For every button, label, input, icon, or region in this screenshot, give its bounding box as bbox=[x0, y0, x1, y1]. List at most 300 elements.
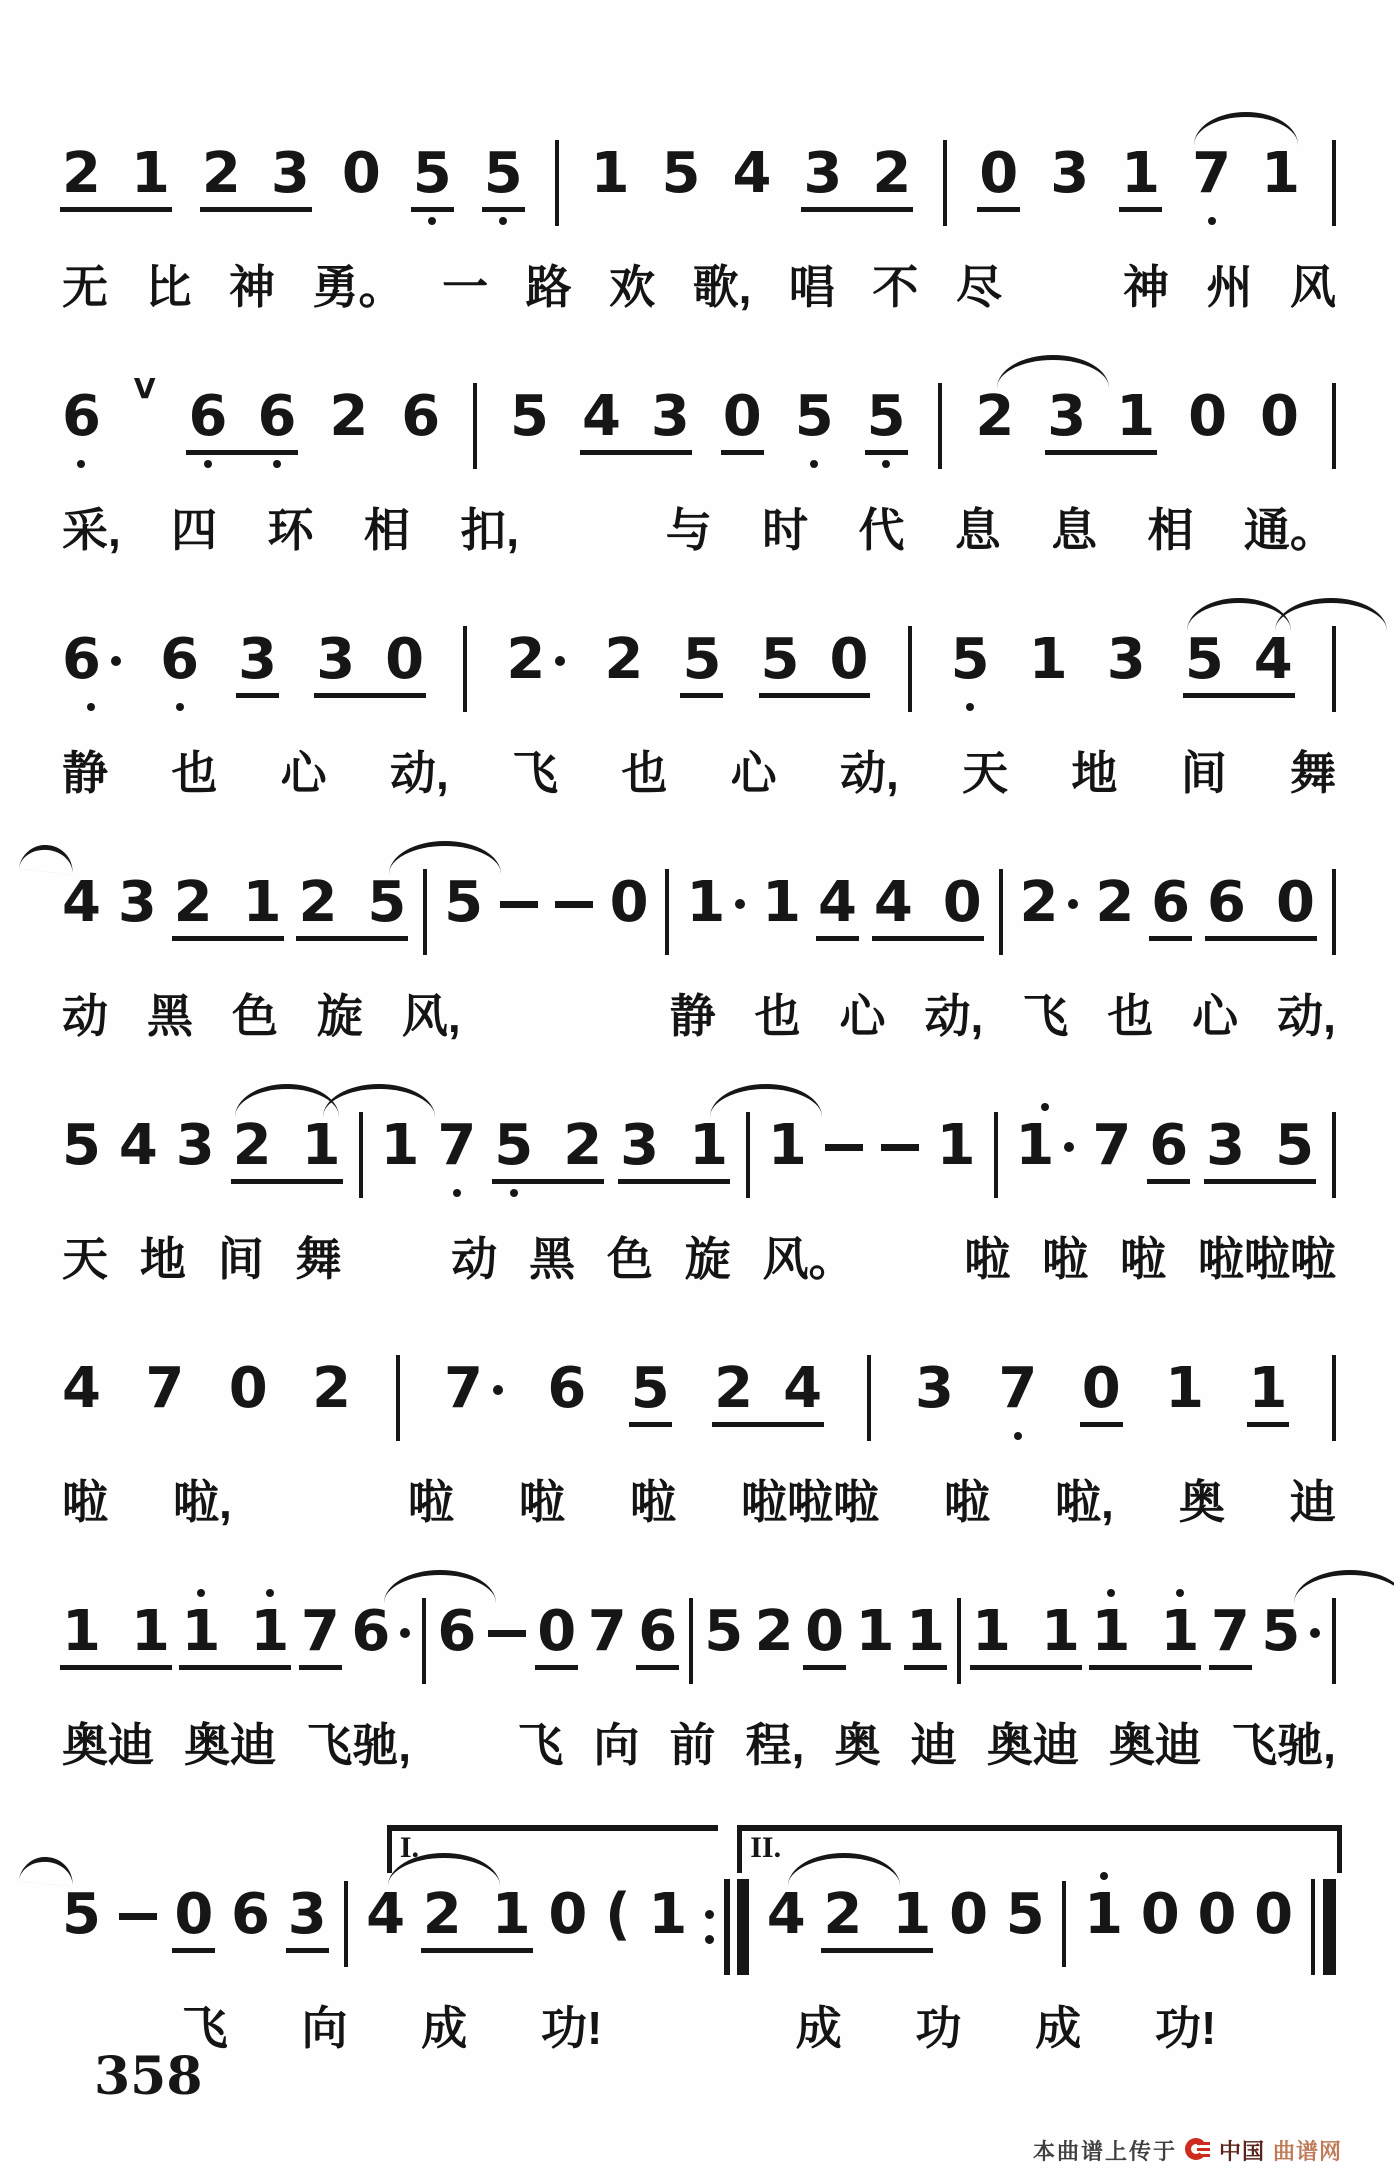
note-digit: 1 bbox=[648, 1882, 688, 1947]
barline bbox=[994, 1112, 998, 1198]
note bbox=[866, 384, 906, 449]
note-digit: 0 bbox=[722, 384, 762, 449]
augmentation-dot bbox=[1064, 1142, 1074, 1152]
lyric-syllable: 色 bbox=[606, 1233, 653, 1285]
note-digit: 5 bbox=[661, 141, 701, 206]
lyric-syllable: 四 bbox=[171, 504, 218, 556]
lyric-syllable: 州 bbox=[1206, 261, 1253, 313]
note bbox=[422, 1882, 462, 1947]
lyrics-row bbox=[62, 748, 1336, 799]
watermark bbox=[1033, 2135, 1342, 2166]
note-digit: 5 bbox=[866, 384, 906, 449]
note bbox=[62, 1599, 101, 1664]
lyric-syllable: 啦 bbox=[518, 1476, 565, 1528]
note bbox=[298, 870, 338, 935]
dash-note bbox=[555, 875, 593, 908]
note-group bbox=[201, 141, 310, 206]
note-group bbox=[173, 870, 282, 935]
barline bbox=[422, 1598, 426, 1684]
note-group bbox=[188, 384, 297, 449]
note-digit: 7 bbox=[998, 1356, 1038, 1421]
octave-dot-above bbox=[266, 1589, 274, 1597]
note-digit: 2 bbox=[232, 1113, 272, 1178]
lyric-syllable: 旋 bbox=[684, 1233, 731, 1285]
note bbox=[714, 1356, 754, 1421]
note bbox=[587, 1599, 627, 1664]
lyric-syllable: 勇。 bbox=[312, 261, 405, 313]
note-digit: 0 bbox=[1081, 1356, 1121, 1421]
barline bbox=[396, 1355, 400, 1441]
octave-dot-below bbox=[882, 460, 890, 468]
repeat-barline-thick bbox=[737, 1879, 749, 1975]
note bbox=[201, 141, 241, 206]
note bbox=[1047, 384, 1087, 449]
dash-glyph bbox=[488, 1630, 526, 1637]
lyric-syllable: 不 bbox=[872, 261, 919, 313]
note-digit: 5 bbox=[444, 870, 484, 935]
dash-note bbox=[488, 1604, 526, 1637]
note-digit: 3 bbox=[270, 141, 310, 206]
note-digit: 2 bbox=[604, 627, 644, 692]
note bbox=[257, 384, 297, 449]
note bbox=[1254, 1882, 1294, 1947]
note bbox=[630, 1356, 670, 1421]
note-digit: 5 bbox=[412, 141, 452, 206]
lyric-syllable: 比 bbox=[145, 261, 192, 313]
lyric-syllable: 间 bbox=[217, 1233, 264, 1285]
note-digit: 6 bbox=[231, 1882, 271, 1947]
note-digit: 5 bbox=[1275, 1113, 1315, 1178]
note-digit: 6 bbox=[62, 384, 101, 449]
lyric-syllable: 欢 bbox=[609, 261, 656, 313]
note bbox=[174, 1882, 214, 1947]
lyric-syllable: 与 bbox=[665, 504, 712, 556]
note bbox=[783, 1356, 823, 1421]
note-digit: 0 bbox=[805, 1599, 845, 1664]
lyrics-row bbox=[62, 505, 1336, 556]
lyric-syllable: 通。 bbox=[1243, 504, 1336, 556]
octave-dot-below bbox=[453, 1189, 461, 1197]
note-digit: 5 bbox=[483, 141, 523, 206]
note-digit: 3 bbox=[1047, 384, 1087, 449]
lyric-syllable: 啦 bbox=[1119, 1233, 1166, 1285]
site-logo-icon bbox=[1185, 2138, 1211, 2164]
lyric-syllable: 动, bbox=[1277, 990, 1336, 1042]
note bbox=[301, 1113, 341, 1178]
lyric-syllable: 向 bbox=[593, 1719, 640, 1771]
lyric-syllable: 成 bbox=[1035, 2002, 1082, 2054]
note-digit: 4 bbox=[783, 1356, 823, 1421]
lyrics-row bbox=[62, 991, 1336, 1042]
octave-dot-below bbox=[176, 703, 184, 711]
note bbox=[238, 627, 278, 692]
note bbox=[231, 1882, 271, 1947]
note-digit: 1 bbox=[380, 1113, 420, 1178]
note bbox=[1095, 870, 1135, 935]
note-group bbox=[1192, 141, 1301, 206]
lyric-syllable: 舞 bbox=[1290, 747, 1336, 799]
octave-dot-below bbox=[87, 703, 95, 711]
lyric-syllable: 功! bbox=[1154, 2002, 1217, 2054]
note-digit: 3 bbox=[316, 627, 356, 692]
note bbox=[766, 1882, 806, 1947]
note bbox=[855, 1599, 895, 1664]
lyric-syllable: 功 bbox=[915, 2002, 962, 2054]
note-digit: 1 bbox=[301, 1113, 341, 1178]
final-barline-thick bbox=[1323, 1879, 1336, 1975]
note bbox=[762, 870, 802, 935]
barline bbox=[359, 1112, 363, 1198]
note bbox=[1121, 141, 1161, 206]
note-digit: 7 bbox=[1092, 1113, 1132, 1178]
note-digit: 6 bbox=[638, 1599, 678, 1664]
note-digit: 6 bbox=[1149, 1113, 1189, 1178]
note-digit: 4 bbox=[732, 141, 772, 206]
lyric-syllable: 啦 bbox=[629, 1476, 676, 1528]
lyric-syllable: 动, bbox=[839, 747, 899, 799]
note-digit: 4 bbox=[62, 870, 101, 935]
watermark-site-name: 中国 bbox=[1218, 2139, 1265, 2164]
barline bbox=[689, 1598, 693, 1684]
barline bbox=[938, 383, 942, 469]
lyric-syllable: 飞驰, bbox=[1231, 1719, 1336, 1771]
lyric-syllable: 啦 bbox=[407, 1476, 454, 1528]
lyric-syllable: 舞 bbox=[295, 1233, 342, 1285]
note-digit: 2 bbox=[823, 1882, 863, 1947]
note-digit: 0 bbox=[1275, 870, 1315, 935]
note bbox=[760, 627, 800, 692]
note bbox=[682, 627, 722, 692]
note bbox=[1206, 870, 1246, 935]
note-digit: 6 bbox=[1206, 870, 1246, 935]
note bbox=[506, 627, 565, 692]
note bbox=[1165, 1356, 1205, 1421]
lyric-syllable: 黑 bbox=[146, 990, 193, 1042]
note bbox=[312, 1356, 352, 1421]
note-digit: 1 bbox=[1015, 1113, 1055, 1178]
note bbox=[1197, 1882, 1237, 1947]
note bbox=[1261, 141, 1301, 206]
lyric-syllable: 也 bbox=[754, 990, 801, 1042]
lyric-syllable: 啦 bbox=[944, 1476, 990, 1528]
note-digit: ( bbox=[605, 1882, 631, 1947]
lyric-syllable: 成 bbox=[421, 2002, 468, 2054]
system-3 bbox=[62, 604, 1336, 847]
dash-glyph bbox=[500, 901, 538, 908]
note bbox=[1041, 1599, 1080, 1664]
note-digit: V bbox=[133, 372, 156, 405]
note bbox=[1260, 384, 1299, 449]
note bbox=[62, 1882, 101, 1947]
lyric-syllable: 心 bbox=[839, 990, 886, 1042]
note-digit: 1 bbox=[686, 870, 726, 935]
lyric-syllable: 风 bbox=[1290, 261, 1336, 313]
note-digit: 0 bbox=[609, 870, 649, 935]
note-digit: 1 bbox=[1041, 1599, 1080, 1664]
barline bbox=[943, 140, 947, 226]
note bbox=[1206, 1113, 1246, 1178]
note bbox=[62, 1356, 101, 1421]
note bbox=[1160, 1599, 1200, 1664]
note bbox=[1005, 1882, 1045, 1947]
barline bbox=[1062, 1881, 1066, 1967]
note-digit: 6 bbox=[257, 384, 297, 449]
barline bbox=[423, 869, 427, 955]
note bbox=[794, 384, 834, 449]
note bbox=[818, 870, 857, 935]
note-digit: 0 bbox=[537, 1599, 577, 1664]
volta-bracket-2 bbox=[737, 1825, 1342, 1873]
lyric-syllable: 唱 bbox=[788, 261, 835, 313]
note-digit: 3 bbox=[1050, 141, 1090, 206]
octave-dot-above bbox=[1100, 1872, 1108, 1880]
note bbox=[412, 141, 452, 206]
note bbox=[767, 1113, 807, 1178]
volta-label-1: I. bbox=[399, 1831, 420, 1864]
lyric-syllable: 静 bbox=[62, 747, 108, 799]
note bbox=[648, 1882, 688, 1947]
barline bbox=[957, 1598, 961, 1684]
lyric-syllable: 啦 bbox=[964, 1233, 1011, 1285]
note bbox=[1184, 627, 1224, 692]
note-group bbox=[62, 1599, 170, 1664]
note bbox=[722, 384, 762, 449]
note-group bbox=[1047, 384, 1156, 449]
score bbox=[62, 118, 1336, 2062]
note-digit: 1 bbox=[491, 1882, 531, 1947]
note bbox=[118, 1113, 158, 1178]
lyric-syllable: 飞 bbox=[1022, 990, 1069, 1042]
note bbox=[1028, 627, 1068, 692]
octave-dot-above bbox=[1041, 1103, 1049, 1111]
note-digit: 1 bbox=[130, 1599, 170, 1664]
note bbox=[242, 870, 282, 935]
note bbox=[732, 141, 772, 206]
note-group bbox=[760, 627, 869, 692]
lyric-syllable: 飞 bbox=[517, 1719, 564, 1771]
system-4 bbox=[62, 847, 1336, 1090]
note-digit: 2 bbox=[563, 1113, 603, 1178]
note-digit: 1 bbox=[1084, 1882, 1124, 1947]
note bbox=[1275, 870, 1315, 935]
octave-dot-above bbox=[197, 1589, 205, 1597]
octave-dot-below bbox=[966, 703, 974, 711]
lyric-syllable: 程, bbox=[745, 1719, 805, 1771]
note-digit: 4 bbox=[118, 1113, 158, 1178]
lyric-syllable: 心 bbox=[730, 747, 777, 799]
final-barline-thin bbox=[1311, 1879, 1315, 1975]
note bbox=[548, 1882, 588, 1947]
note-digit: 0 bbox=[1188, 384, 1228, 449]
note bbox=[581, 384, 621, 449]
note bbox=[972, 1599, 1011, 1664]
note bbox=[998, 1356, 1038, 1421]
lyric-syllable: 啦, bbox=[1055, 1476, 1114, 1528]
note bbox=[444, 870, 484, 935]
lyric-syllable: 色 bbox=[231, 990, 278, 1042]
note-digit: 0 bbox=[548, 1882, 588, 1947]
augmentation-dot bbox=[1310, 1628, 1320, 1638]
note bbox=[1275, 1113, 1315, 1178]
lyric-syllable: 迪 bbox=[910, 1719, 957, 1771]
note-group bbox=[873, 870, 982, 935]
lyric-syllable: 风。 bbox=[762, 1233, 855, 1285]
note bbox=[228, 1356, 268, 1421]
note bbox=[130, 141, 170, 206]
lyric-syllable: 奥 bbox=[834, 1719, 881, 1771]
lyric-syllable: 歌, bbox=[692, 261, 752, 313]
note-group bbox=[232, 1113, 341, 1178]
note-digit: 1 bbox=[130, 141, 170, 206]
note-digit: 6 bbox=[62, 627, 101, 692]
note bbox=[1140, 1882, 1180, 1947]
note bbox=[873, 870, 913, 935]
note bbox=[188, 384, 228, 449]
note bbox=[823, 1882, 863, 1947]
lyric-syllable: 动, bbox=[924, 990, 984, 1042]
note bbox=[872, 141, 912, 206]
repeat-barline bbox=[705, 1879, 749, 1975]
note-digit: 6 bbox=[351, 1599, 391, 1664]
note-digit: 6 bbox=[160, 627, 200, 692]
barline bbox=[999, 869, 1003, 955]
note-digit: 1 bbox=[972, 1599, 1011, 1664]
note bbox=[437, 1599, 477, 1664]
note-digit: 5 bbox=[510, 384, 550, 449]
lyric-syllable: 啦 bbox=[62, 1476, 108, 1528]
note bbox=[300, 1599, 340, 1664]
note-digit: 3 bbox=[803, 141, 843, 206]
repeat-dot bbox=[705, 1910, 714, 1919]
lyric-syllable: 奥迪 bbox=[62, 1719, 154, 1771]
note bbox=[704, 1599, 744, 1664]
note-digit: 2 bbox=[312, 1356, 352, 1421]
barline bbox=[1332, 869, 1336, 955]
note bbox=[443, 1356, 503, 1421]
note-group bbox=[62, 141, 170, 206]
note bbox=[401, 384, 441, 449]
note bbox=[605, 1882, 631, 1947]
note bbox=[1091, 1599, 1131, 1664]
note-digit: 2 bbox=[1019, 870, 1059, 935]
note bbox=[316, 627, 356, 692]
lyric-syllable: 也 bbox=[171, 747, 218, 799]
lyric-syllable: 也 bbox=[1107, 990, 1154, 1042]
note-group bbox=[972, 1599, 1080, 1664]
note bbox=[609, 870, 649, 935]
lyric-syllable: 飞驰, bbox=[306, 1719, 412, 1771]
note-group bbox=[1184, 627, 1293, 692]
note bbox=[380, 1113, 420, 1178]
augmentation-dot bbox=[111, 656, 121, 666]
note bbox=[62, 627, 121, 692]
note-group bbox=[316, 627, 425, 692]
note-digit: 1 bbox=[1121, 141, 1161, 206]
note-digit: 3 bbox=[1106, 627, 1146, 692]
note bbox=[638, 1599, 678, 1664]
volta-label-2: II. bbox=[750, 1831, 782, 1864]
note-group bbox=[1091, 1599, 1200, 1664]
note bbox=[117, 870, 157, 935]
note bbox=[437, 1113, 477, 1178]
octave-dot-below bbox=[204, 460, 212, 468]
note bbox=[366, 1882, 406, 1947]
notes-row bbox=[62, 1831, 1336, 1981]
note-group bbox=[803, 141, 912, 206]
note bbox=[620, 1113, 660, 1178]
note-digit: 0 bbox=[829, 627, 869, 692]
lyric-syllable: 神 bbox=[1122, 261, 1169, 313]
note bbox=[62, 384, 101, 449]
note-digit: 1 bbox=[855, 1599, 895, 1664]
barline bbox=[1332, 626, 1336, 712]
note bbox=[173, 870, 213, 935]
note bbox=[1019, 870, 1078, 935]
barline bbox=[665, 869, 669, 955]
note-digit: 6 bbox=[1151, 870, 1191, 935]
note-digit: 5 bbox=[704, 1599, 744, 1664]
note-digit: 6 bbox=[547, 1356, 587, 1421]
augmentation-dot bbox=[555, 656, 565, 666]
lyric-syllable: 风, bbox=[401, 990, 461, 1042]
lyric-syllable: 息 bbox=[1051, 504, 1098, 556]
note bbox=[604, 627, 644, 692]
note bbox=[232, 1113, 272, 1178]
note-digit: 1 bbox=[1165, 1356, 1205, 1421]
note-digit: 1 bbox=[767, 1113, 807, 1178]
barline bbox=[555, 140, 559, 226]
note-digit: 1 bbox=[762, 870, 802, 935]
note bbox=[145, 1356, 185, 1421]
note-digit: 5 bbox=[794, 384, 834, 449]
lyrics-row bbox=[62, 262, 1336, 313]
note-digit: 3 bbox=[238, 627, 278, 692]
lyric-syllable: 动 bbox=[62, 990, 108, 1042]
note bbox=[829, 627, 869, 692]
lyric-syllable: 黑 bbox=[529, 1233, 576, 1285]
note bbox=[62, 141, 101, 206]
note bbox=[590, 141, 630, 206]
note-digit: 1 bbox=[1160, 1599, 1200, 1664]
octave-dot-above bbox=[1176, 1589, 1184, 1597]
note-digit: 1 bbox=[936, 1113, 976, 1178]
note-digit: 1 bbox=[689, 1113, 729, 1178]
note-digit: 2 bbox=[62, 141, 101, 206]
note-digit: 7 bbox=[1210, 1599, 1250, 1664]
barline bbox=[473, 383, 477, 469]
note-digit: 4 bbox=[818, 870, 857, 935]
note bbox=[936, 1113, 976, 1178]
system-5 bbox=[62, 1090, 1336, 1333]
lyric-syllable: 心 bbox=[280, 747, 327, 799]
lyric-syllable: 向 bbox=[301, 2002, 348, 2054]
repeat-dot bbox=[705, 1935, 714, 1944]
note bbox=[1106, 627, 1146, 692]
note bbox=[1192, 141, 1232, 206]
octave-dot-below bbox=[428, 217, 436, 225]
note-digit: 1 bbox=[250, 1599, 290, 1664]
lyric-syllable: 动 bbox=[451, 1233, 498, 1285]
note bbox=[979, 141, 1019, 206]
note-digit: 1 bbox=[1028, 627, 1068, 692]
note bbox=[537, 1599, 577, 1664]
lyric-syllable: 时 bbox=[762, 504, 809, 556]
note bbox=[175, 1113, 215, 1178]
note bbox=[563, 1113, 603, 1178]
note-digit: 1 bbox=[1091, 1599, 1131, 1664]
note bbox=[949, 1882, 989, 1947]
note-digit: 5 bbox=[1005, 1882, 1045, 1947]
